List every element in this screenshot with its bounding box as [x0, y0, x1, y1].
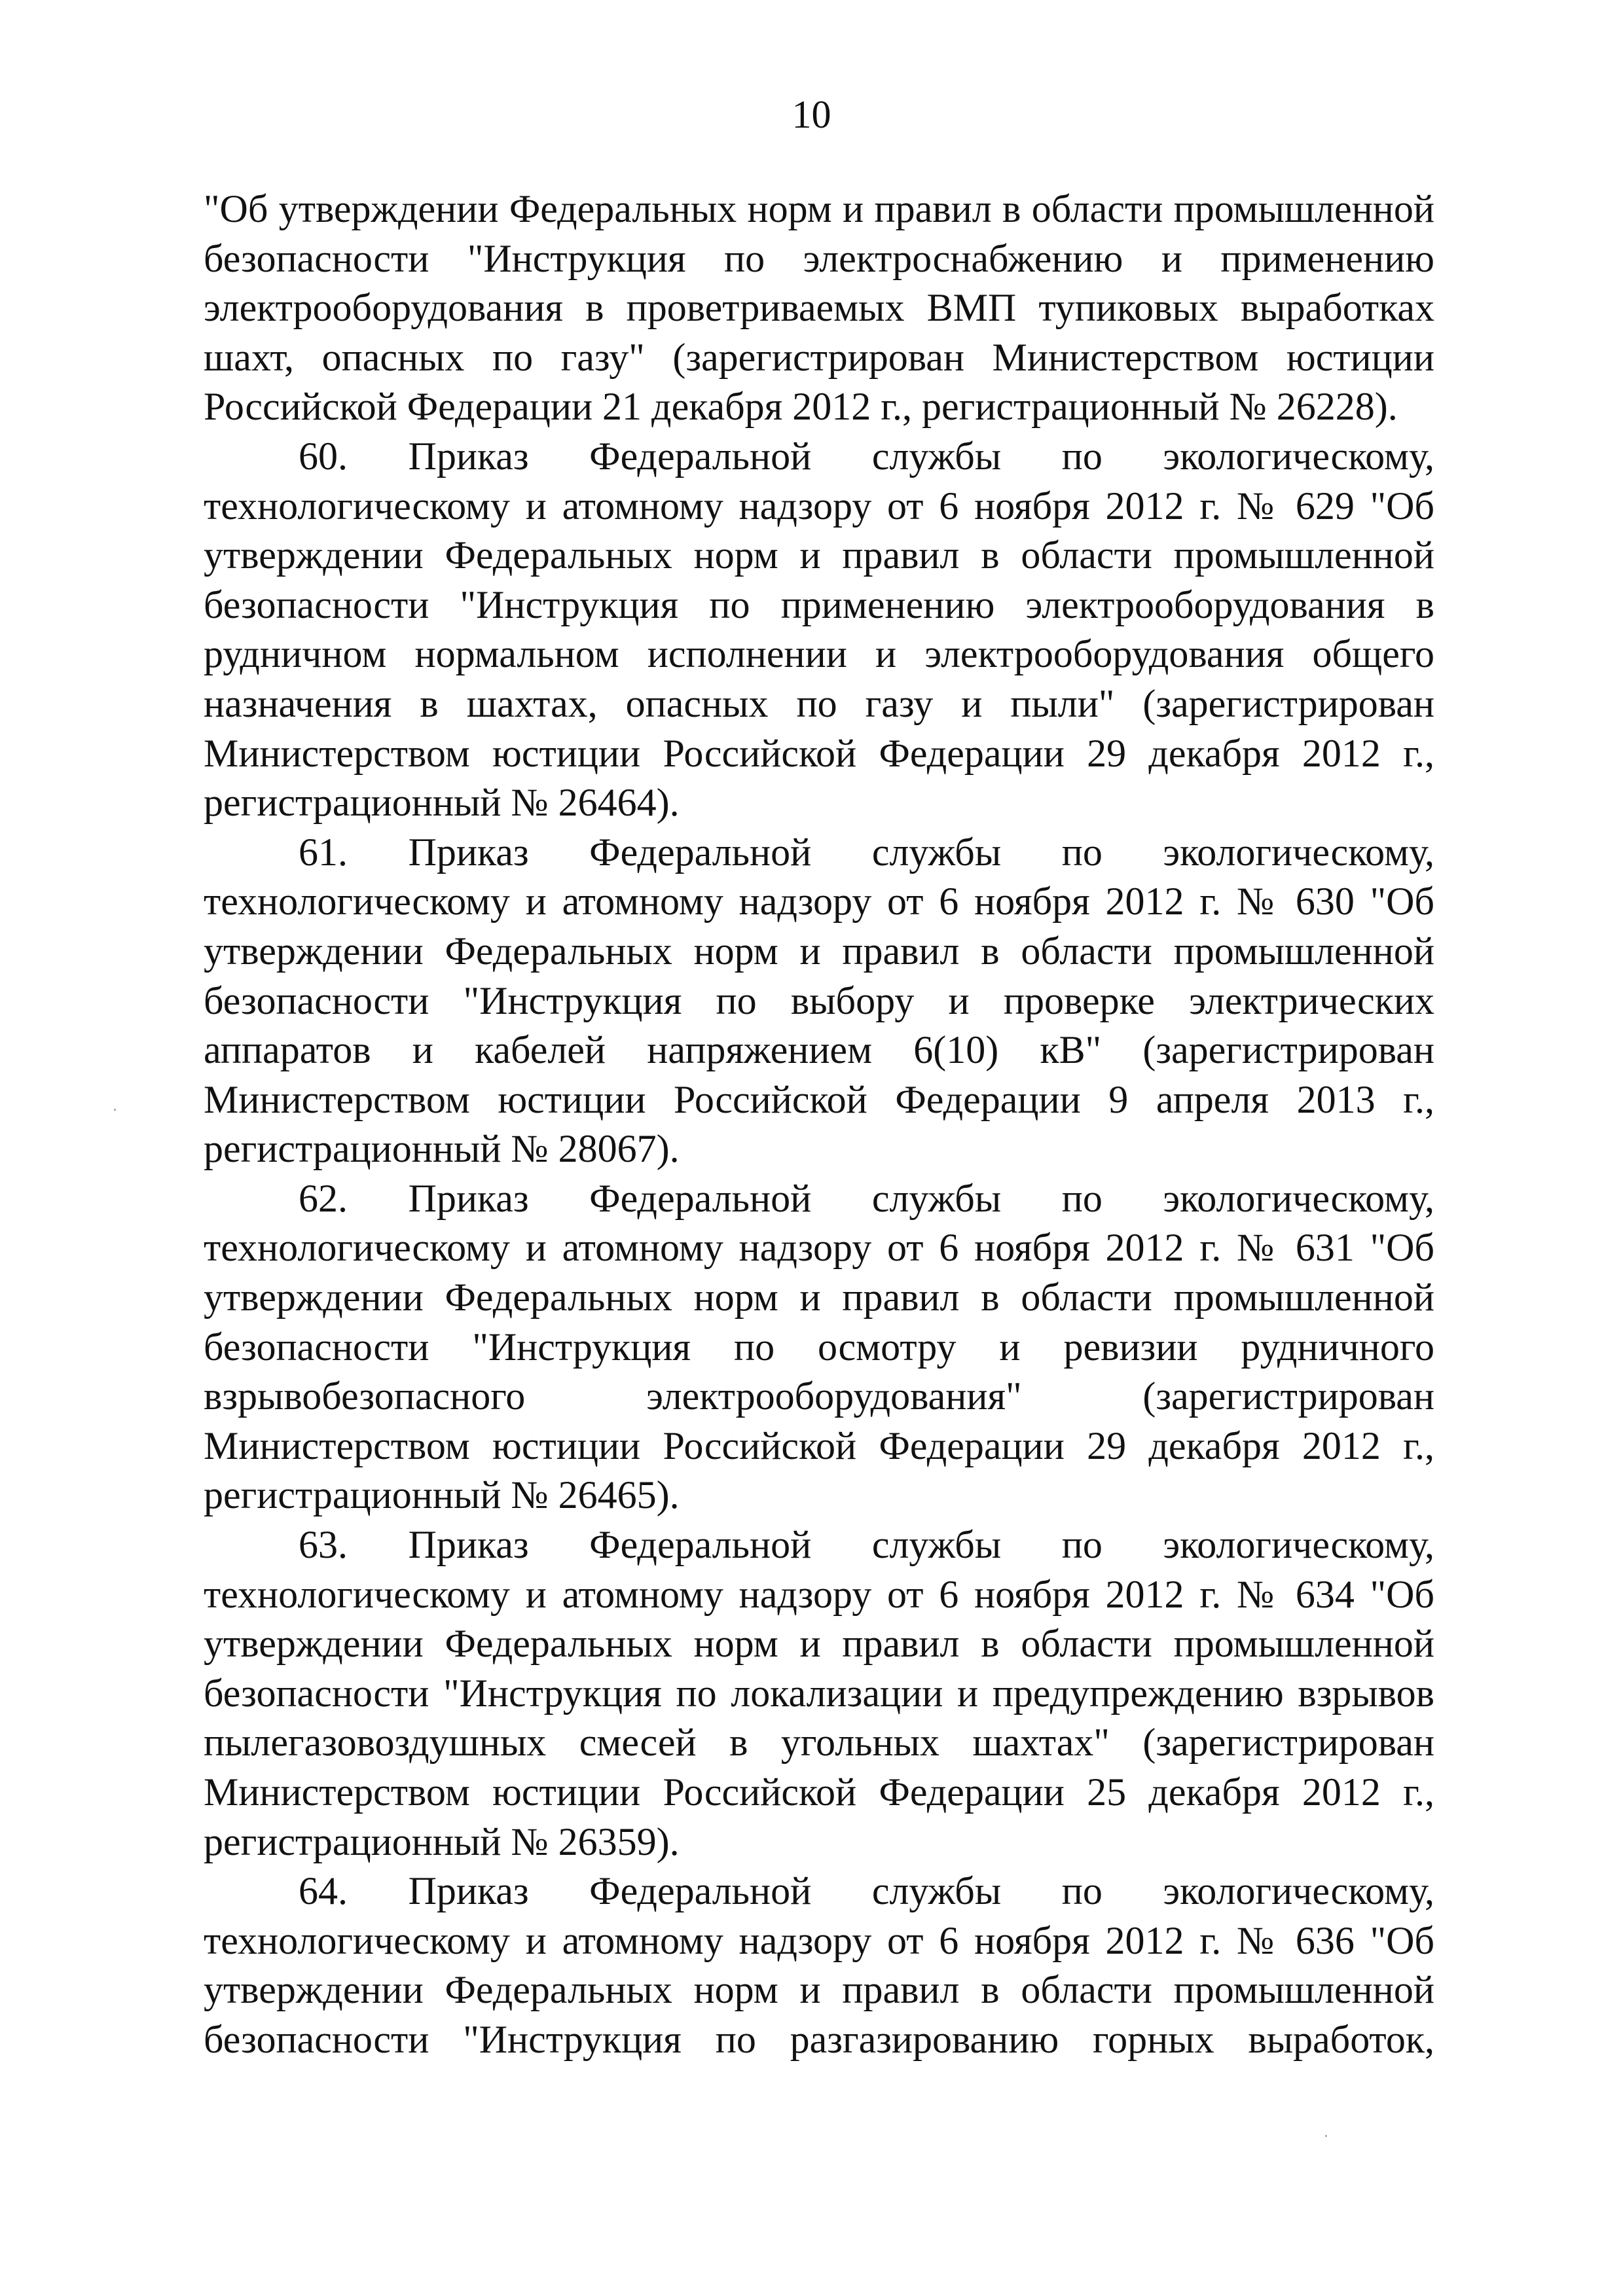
paragraph-item-64: 64. Приказ Федеральной службы по экологическому, технологическому и атомному надзору от 6 ноября 2012 г. № 636 "Об утверждении Федеральных норм и правил в области промышленной безопасности "Инструкция по разгазированию горных выработок, — [204, 1869, 1434, 2061]
paragraph-item-62: 62. Приказ Федеральной службы по экологическому, технологическому и атомному надзору от 6 ноября 2012 г. № 631 "Об утверждении Федеральных норм и правил в области промышленной безопасности "Инструкция по осмотру и ревизии рудничного взрывобезопасного электрооборудования" (зарегистрирован Министерством юстиции Российской Федерации 29 декабря 2012 г., регистрационный № 26465). — [204, 1176, 1434, 1517]
paragraph-item-61: 61. Приказ Федеральной службы по экологическому, технологическому и атомному надзору от 6 ноября 2012 г. № 630 "Об утверждении Федеральных норм и правил в области промышленной безопасности "Инструкция по выбору и проверке электрических аппаратов и кабелей напряжением 6(10) кВ" (зарегистрирован Министерством юстиции Российской Федерации 9 апреля 2013 г., регистрационный № 28067). — [204, 830, 1434, 1171]
paragraph-item-63: 63. Приказ Федеральной службы по экологическому, технологическому и атомному надзору от 6 ноября 2012 г. № 634 "Об утверждении Федеральных норм и правил в области промышленной безопасности "Инструкция по локализации и предупреждению взрывов пылегазовоздушных смесей в угольных шахтах" (зарегистрирован Министерством юстиции Российской Федерации 25 декабря 2012 г., регистрационный № 26359). — [204, 1523, 1434, 1863]
scan-speck — [1325, 2135, 1327, 2137]
paragraph-item-60: 60. Приказ Федеральной службы по экологическому, технологическому и атомному надзору от 6 ноября 2012 г. № 629 "Об утверждении Федеральных норм и правил в области промышленной безопасности "Инструкция по применению электрооборудования в рудничном нормальном исполнении и электрооборудования общего назначения в шахтах, опасных по газу и пыли" (зарегистрирован Министерством юстиции Российской Федерации 29 декабря 2012 г., регистрационный № 26464). — [204, 434, 1434, 825]
paragraph-continuation: "Об утверждении Федеральных норм и правил в области промышленной безопасности "Инструкция по электроснабжению и применению электрооборудования в проветриваемых ВМП тупиковых выработках шахт, опасных по газу" (зарегистрирован Министерством юстиции Российской Федерации 21 декабря 2012 г., регистрационный № 26228). — [204, 187, 1434, 429]
document-body — [204, 185, 1434, 2065]
scan-speck — [114, 1109, 116, 1111]
page-number: 10 — [792, 93, 831, 136]
